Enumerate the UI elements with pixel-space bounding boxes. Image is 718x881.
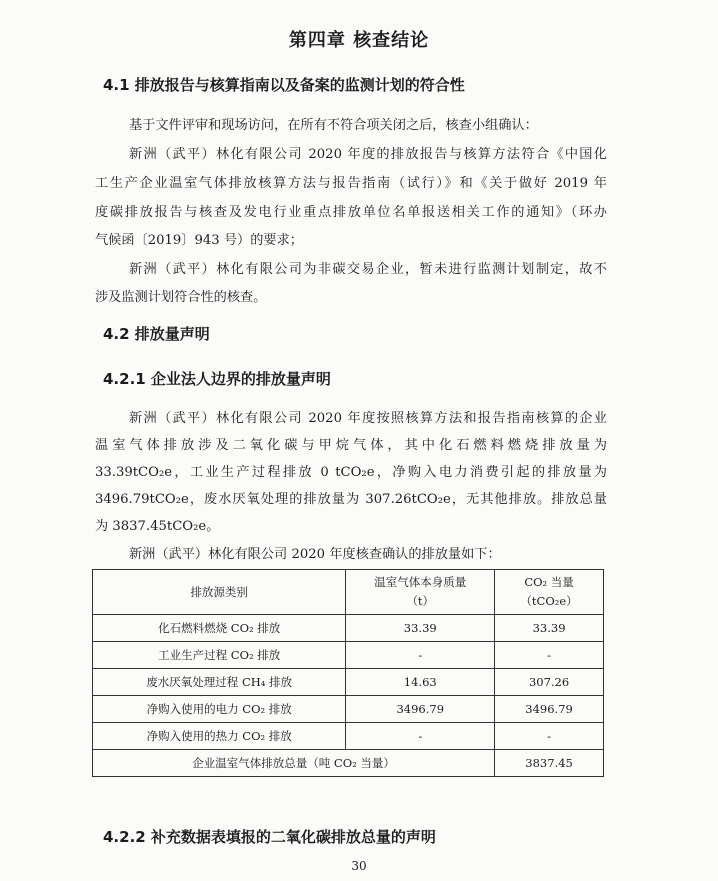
header-mass <box>346 570 495 615</box>
cell-co2e: 33.39 <box>495 615 604 642</box>
header-source: 排放源类别 <box>93 570 346 615</box>
paragraph-line: 工生产企业温室气体排放核算方法与报告指南（试行）》和《关于做好 2019 年 <box>95 176 607 191</box>
section-4-2-heading: 4.2 排放量声明 <box>103 325 210 343</box>
cell-mass: - <box>346 723 495 750</box>
header-mass-line1: 温室气体本身质量 <box>374 575 467 589</box>
total-value: 3837.45 <box>495 750 604 777</box>
cell-source: 净购入使用的热力 CO₂ 排放 <box>93 723 346 750</box>
cell-mass: 33.39 <box>346 615 495 642</box>
cell-co2e: 307.26 <box>495 669 604 696</box>
header-co2e-line2: （tCO₂e） <box>520 594 578 608</box>
chapter-title: 第四章 核查结论 <box>288 30 430 51</box>
cell-source: 化石燃料燃烧 CO₂ 排放 <box>93 615 346 642</box>
cell-mass: - <box>346 642 495 669</box>
table-total-row <box>93 750 604 777</box>
paragraph-line: 33.39tCO₂e，工业生产过程排放 0 tCO₂e，净购入电力消费引起的排放量为 <box>95 465 607 480</box>
table-row <box>93 615 604 642</box>
paragraph-line: 新洲（武平）林化有限公司为非碳交易企业，暂未进行监测计划制定，故不 <box>129 262 607 277</box>
paragraph-line: 温室气体排放涉及二氧化碳与甲烷气体，其中化石燃料燃烧排放量为 <box>95 438 607 453</box>
table-row <box>93 723 604 750</box>
paragraph-line: 涉及监测计划符合性的核查。 <box>95 290 267 305</box>
cell-co2e: 3496.79 <box>495 696 604 723</box>
table-header-row <box>93 570 604 615</box>
page-number: 30 <box>351 859 367 873</box>
paragraph-line: 新洲（武平）林化有限公司 2020 年度的排放报告与核算方法符合《中国化 <box>129 147 607 162</box>
table-row <box>93 696 604 723</box>
cell-source: 净购入使用的电力 CO₂ 排放 <box>93 696 346 723</box>
section-4-2-1-heading: 4.2.1 企业法人边界的排放量声明 <box>103 370 331 388</box>
header-mass-line2: （t） <box>406 594 435 608</box>
cell-source: 废水厌氧处理过程 CH₄ 排放 <box>93 669 346 696</box>
paragraph-line: 气候函〔2019〕943 号）的要求； <box>95 233 303 248</box>
cell-co2e: - <box>495 723 604 750</box>
section-4-2-2-heading: 4.2.2 补充数据表填报的二氧化碳排放总量的声明 <box>103 828 436 846</box>
cell-mass: 3496.79 <box>346 696 495 723</box>
table-row <box>93 669 604 696</box>
total-label: 企业温室气体排放总量（吨 CO₂ 当量） <box>93 750 495 777</box>
cell-co2e: - <box>495 642 604 669</box>
emissions-table <box>92 569 604 777</box>
paragraph-line: 度碳排放报告与核查及发电行业重点排放单位名单报送相关工作的通知》（环办 <box>95 205 607 220</box>
cell-mass: 14.63 <box>346 669 495 696</box>
paragraph-line: 新洲（武平）林化有限公司 2020 年度按照核算方法和报告指南核算的企业 <box>129 411 607 426</box>
paragraph-line: 3496.79tCO₂e，废水厌氧处理的排放量为 307.26tCO₂e，无其他排放。排放总量 <box>95 492 607 507</box>
header-co2e <box>495 570 604 615</box>
cell-source: 工业生产过程 CO₂ 排放 <box>93 642 346 669</box>
table-intro: 新洲（武平）林化有限公司 2020 年度核查确认的排放量如下： <box>129 547 501 562</box>
table-row <box>93 642 604 669</box>
section-4-1-heading: 4.1 排放报告与核算指南以及备案的监测计划的符合性 <box>103 76 465 94</box>
paragraph-line: 基于文件评审和现场访问，在所有不符合项关闭之后，核查小组确认： <box>129 118 538 133</box>
paragraph-line: 为 3837.45tCO₂e。 <box>95 519 220 534</box>
header-co2e-line1: CO₂ 当量 <box>524 575 574 589</box>
